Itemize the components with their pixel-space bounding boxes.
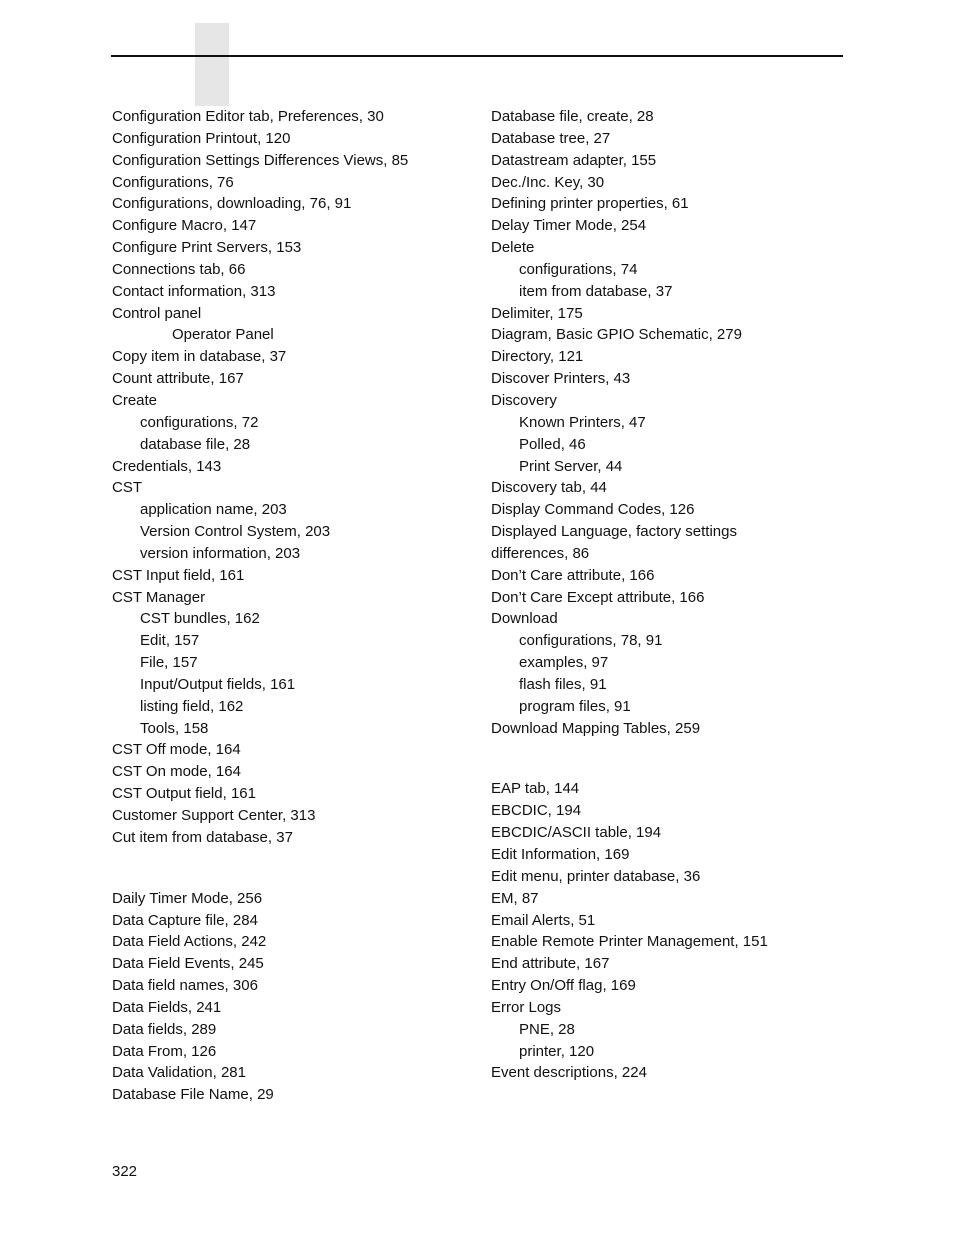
index-entry: Enable Remote Printer Management, 151 <box>491 933 768 951</box>
index-entry: Database tree, 27 <box>491 129 611 147</box>
section-gap <box>491 739 851 778</box>
index-entry: Count attribute, 167 <box>112 370 244 388</box>
index-subentry: Print Server, 44 <box>519 457 623 475</box>
index-entry: EAP tab, 144 <box>491 780 580 798</box>
index-entry: Create <box>112 391 158 409</box>
index-subentry: PNE, 28 <box>519 1020 575 1038</box>
index-entry: CST Manager <box>112 588 206 606</box>
index-entry: Configurations, 76 <box>112 173 234 191</box>
index-entry: Edit Information, 169 <box>491 846 630 863</box>
index-entry: Connections tab, 66 <box>112 260 246 278</box>
index-entry: Data field names, 306 <box>112 977 258 995</box>
index-entry: Delay Timer Mode, 254 <box>491 217 647 235</box>
index-subentry: Input/Output fields, 161 <box>140 675 296 693</box>
page-number: 322 <box>112 1163 138 1180</box>
index-subentry: printer, 120 <box>519 1042 595 1060</box>
index-entry: Discovery tab, 44 <box>491 479 607 497</box>
index-entry: Dec./Inc. Key, 30 <box>491 173 605 191</box>
index-subentry: configurations, 72 <box>140 413 259 431</box>
index-entry: Datastream adapter, 155 <box>491 151 657 169</box>
index-column-right <box>491 106 851 1084</box>
index-subentry: database file, 28 <box>140 435 251 453</box>
index-entry: Data Validation, 281 <box>112 1064 246 1082</box>
index-entry: Directory, 121 <box>491 348 584 366</box>
index-entry: Credentials, 143 <box>112 457 222 475</box>
index-entry: EBCDIC, 194 <box>491 802 582 820</box>
index-entry: Copy item in database, 37 <box>112 348 287 366</box>
index-subentry: CST bundles, 162 <box>140 610 260 628</box>
index-entry: Defining printer properties, 61 <box>491 195 689 213</box>
index-entry: Download <box>491 610 558 628</box>
index-subentry: version information, 203 <box>140 544 301 562</box>
index-entry: CST Off mode, 164 <box>112 741 241 759</box>
index-subentry: configurations, 74 <box>519 260 638 278</box>
index-entry: Control panel <box>112 304 202 322</box>
index-subentry: examples, 97 <box>519 654 609 672</box>
index-entry: Event descriptions, 224 <box>491 1064 647 1082</box>
index-entry: EBCDIC/ASCII table, 194 <box>491 824 662 842</box>
index-subentry: File, 157 <box>140 654 198 672</box>
index-column-left <box>112 106 472 1106</box>
index-subentry: flash files, 91 <box>519 675 607 693</box>
index-entry: CST <box>112 479 142 497</box>
index-entry: Email Alerts, 51 <box>491 911 596 929</box>
index-subentry: listing field, 162 <box>140 697 244 715</box>
index-entry: Data Capture file, 284 <box>112 911 258 929</box>
index-entry: Discover Printers, 43 <box>491 370 631 388</box>
index-entry: Cut item from database, 37 <box>112 828 293 846</box>
index-entry: Configure Print Servers, 153 <box>112 239 302 257</box>
index-entry: Entry On/Off flag, 169 <box>491 977 636 995</box>
index-entry: CST Output field, 161 <box>112 785 256 803</box>
index-entry: differences, 86 <box>491 544 590 562</box>
index-subentry: program files, 91 <box>519 697 631 715</box>
index-subentry: Known Printers, 47 <box>519 413 646 431</box>
index-entry: Displayed Language, factory settings <box>491 523 737 541</box>
index-entry: Data From, 126 <box>112 1042 217 1060</box>
index-entry: Display Command Codes, 126 <box>491 501 695 519</box>
index-subentry: configurations, 78, 91 <box>519 632 663 650</box>
index-entry: Don’t Care attribute, 166 <box>491 566 655 584</box>
header-rule <box>111 55 843 57</box>
header-tab-block <box>195 23 229 106</box>
index-entry: Configuration Editor tab, Preferences, 30 <box>112 108 384 125</box>
index-entry: Data Field Events, 245 <box>112 955 264 973</box>
index-entry: Contact information, 313 <box>112 282 276 300</box>
index-subentry: Edit, 157 <box>140 632 200 650</box>
index-subentry: Operator Panel <box>172 326 274 344</box>
index-entry: Diagram, Basic GPIO Schematic, 279 <box>491 326 742 344</box>
index-entry: Don’t Care Except attribute, 166 <box>491 588 705 606</box>
index-subentry: application name, 203 <box>140 501 287 519</box>
index-entry: End attribute, 167 <box>491 955 610 973</box>
index-entry: CST On mode, 164 <box>112 763 241 781</box>
index-entry: Configuration Printout, 120 <box>112 129 291 147</box>
index-entry: Customer Support Center, 313 <box>112 807 316 824</box>
index-entry: Database file, create, 28 <box>491 108 654 125</box>
index-entry: Data Field Actions, 242 <box>112 933 267 951</box>
index-entry: CST Input field, 161 <box>112 566 245 584</box>
index-entry: Database File Name, 29 <box>112 1086 274 1104</box>
index-entry: Data Fields, 241 <box>112 998 222 1016</box>
index-entry: Delimiter, 175 <box>491 304 583 322</box>
index-entry: EM, 87 <box>491 889 539 907</box>
index-subentry: Version Control System, 203 <box>140 523 331 541</box>
index-entry: Edit menu, printer database, 36 <box>491 867 701 885</box>
index-entry: Configuration Settings Differences Views, 85 <box>112 151 409 169</box>
index-entry: Data fields, 289 <box>112 1020 217 1038</box>
index-subentry: Polled, 46 <box>519 435 586 453</box>
index-subentry: Tools, 158 <box>140 719 209 737</box>
index-entry: Daily Timer Mode, 256 <box>112 889 263 907</box>
section-gap <box>112 849 472 888</box>
index-entry: Delete <box>491 239 535 257</box>
index-subentry: item from database, 37 <box>519 282 673 300</box>
index-entry: Error Logs <box>491 998 562 1016</box>
index-entry: Configurations, downloading, 76, 91 <box>112 195 352 213</box>
index-entry: Configure Macro, 147 <box>112 217 257 235</box>
index-entry: Download Mapping Tables, 259 <box>491 719 701 737</box>
index-entry: Discovery <box>491 391 557 409</box>
